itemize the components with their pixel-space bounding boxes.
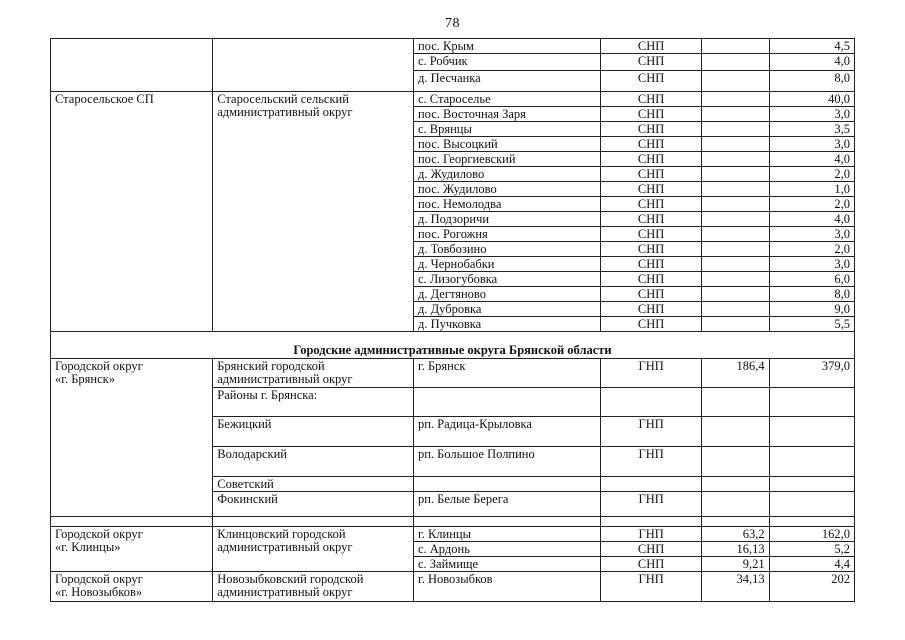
value-1 bbox=[702, 137, 770, 152]
table-cell bbox=[213, 517, 414, 527]
value-1 bbox=[702, 272, 770, 287]
settlement-name: пос. Георгиевский bbox=[413, 152, 600, 167]
settlement-type: ГНП bbox=[601, 572, 702, 602]
cell-text: Городской округ bbox=[55, 527, 143, 541]
section-header-row bbox=[51, 332, 855, 359]
value-1 bbox=[702, 182, 770, 197]
settlement-name bbox=[413, 388, 600, 417]
okrug-cell bbox=[213, 527, 414, 572]
cell-text: Брянский городской bbox=[217, 359, 325, 373]
value-1 bbox=[702, 477, 770, 492]
settlement-name: рп. Белые Берега bbox=[413, 492, 600, 517]
settlement-name: д. Песчанка bbox=[413, 71, 600, 92]
settlement-type: СНП bbox=[601, 212, 702, 227]
value-1 bbox=[702, 242, 770, 257]
table-cell bbox=[769, 517, 854, 527]
table-row bbox=[51, 39, 855, 54]
settlement-type: СНП bbox=[601, 557, 702, 572]
settlement-type: СНП bbox=[601, 71, 702, 92]
cell-text: Старосельский сельский bbox=[217, 92, 349, 106]
settlement-type: СНП bbox=[601, 137, 702, 152]
value-2: 4,0 bbox=[769, 152, 854, 167]
okrug-cell bbox=[213, 572, 414, 602]
settlement-name: с. Староселье bbox=[413, 92, 600, 107]
value-1: 186,4 bbox=[702, 359, 770, 388]
cell-text: «г. Новозыбков» bbox=[55, 585, 143, 599]
okrug-cell bbox=[213, 92, 414, 332]
settlement-type: ГНП bbox=[601, 417, 702, 447]
value-1 bbox=[702, 257, 770, 272]
value-1 bbox=[702, 197, 770, 212]
settlement-name: с. Робчик bbox=[413, 54, 600, 71]
cell-text: административный округ bbox=[217, 585, 353, 599]
district-cell bbox=[51, 572, 213, 602]
value-2: 5,5 bbox=[769, 317, 854, 332]
district-cell: Старосельское СП bbox=[51, 92, 213, 332]
settlement-type: СНП bbox=[601, 54, 702, 71]
value-1 bbox=[702, 167, 770, 182]
settlement-name bbox=[413, 477, 600, 492]
value-1 bbox=[702, 92, 770, 107]
settlement-type: СНП bbox=[601, 317, 702, 332]
settlement-name: д. Подзоричи bbox=[413, 212, 600, 227]
settlement-type: СНП bbox=[601, 257, 702, 272]
settlement-name: пос. Рогожня bbox=[413, 227, 600, 242]
value-2: 4,0 bbox=[769, 212, 854, 227]
value-2: 3,0 bbox=[769, 227, 854, 242]
value-2 bbox=[769, 447, 854, 477]
okrug-cell bbox=[213, 359, 414, 388]
value-1 bbox=[702, 71, 770, 92]
settlement-type: СНП bbox=[601, 152, 702, 167]
rayon-name: Бежицкий bbox=[213, 417, 414, 447]
cell-text: «г. Клинцы» bbox=[55, 540, 121, 554]
value-2: 202 bbox=[769, 572, 854, 602]
district-cell bbox=[51, 39, 213, 92]
settlement-type: СНП bbox=[601, 122, 702, 137]
value-2: 2,0 bbox=[769, 197, 854, 212]
value-2: 5,2 bbox=[769, 542, 854, 557]
value-2 bbox=[769, 492, 854, 517]
settlement-name: д. Жудилово bbox=[413, 167, 600, 182]
settlement-type: СНП bbox=[601, 107, 702, 122]
settlement-name: с. Ардонь bbox=[413, 542, 600, 557]
value-1: 63,2 bbox=[702, 527, 770, 542]
settlement-type: СНП bbox=[601, 92, 702, 107]
value-1 bbox=[702, 152, 770, 167]
settlement-name: г. Клинцы bbox=[413, 527, 600, 542]
value-2: 2,0 bbox=[769, 167, 854, 182]
cell-text: Городской округ bbox=[55, 572, 143, 586]
value-1: 34,13 bbox=[702, 572, 770, 602]
settlement-type: СНП bbox=[601, 542, 702, 557]
spacer-row bbox=[51, 517, 855, 527]
settlements-table-body bbox=[51, 39, 855, 602]
settlement-type: СНП bbox=[601, 272, 702, 287]
district-cell bbox=[51, 527, 213, 572]
settlement-type bbox=[601, 388, 702, 417]
settlement-name: с. Врянцы bbox=[413, 122, 600, 137]
cell-text: административный округ bbox=[217, 372, 353, 386]
table-cell bbox=[51, 517, 213, 527]
value-2: 4,0 bbox=[769, 54, 854, 71]
value-2: 3,0 bbox=[769, 257, 854, 272]
settlement-type: СНП bbox=[601, 227, 702, 242]
cell-text: «г. Брянск» bbox=[55, 372, 115, 386]
settlement-name: г. Брянск bbox=[413, 359, 600, 388]
value-1 bbox=[702, 302, 770, 317]
section-title: Городские административные округа Брянской области bbox=[51, 332, 855, 359]
value-2: 2,0 bbox=[769, 242, 854, 257]
settlement-name: г. Новозыбков bbox=[413, 572, 600, 602]
settlement-type bbox=[601, 477, 702, 492]
rayons-label: Районы г. Брянска: bbox=[213, 388, 414, 417]
settlement-type: СНП bbox=[601, 167, 702, 182]
value-2: 8,0 bbox=[769, 71, 854, 92]
page-number: 78 bbox=[445, 16, 460, 31]
cell-text: Городской округ bbox=[55, 359, 143, 373]
settlement-name: д. Дубровка bbox=[413, 302, 600, 317]
rayon-name: Володарский bbox=[213, 447, 414, 477]
value-1: 16,13 bbox=[702, 542, 770, 557]
settlement-type: ГНП bbox=[601, 527, 702, 542]
settlements-table bbox=[50, 38, 855, 602]
value-2: 3,0 bbox=[769, 107, 854, 122]
settlement-name: пос. Восточная Заря bbox=[413, 107, 600, 122]
settlement-name: рп. Большое Полпино bbox=[413, 447, 600, 477]
settlement-name: с. Лизогубовка bbox=[413, 272, 600, 287]
table-row bbox=[51, 92, 855, 107]
settlement-name: д. Пучковка bbox=[413, 317, 600, 332]
settlement-type: СНП bbox=[601, 302, 702, 317]
value-2 bbox=[769, 477, 854, 492]
settlement-name: пос. Немолодва bbox=[413, 197, 600, 212]
rayon-name: Советский bbox=[213, 477, 414, 492]
value-1 bbox=[702, 227, 770, 242]
table-cell bbox=[702, 517, 770, 527]
value-1 bbox=[702, 39, 770, 54]
district-cell bbox=[51, 359, 213, 517]
table-row bbox=[51, 527, 855, 542]
settlement-type: СНП bbox=[601, 182, 702, 197]
value-1 bbox=[702, 317, 770, 332]
value-2: 6,0 bbox=[769, 272, 854, 287]
value-1 bbox=[702, 447, 770, 477]
settlement-name: пос. Жудилово bbox=[413, 182, 600, 197]
value-2: 379,0 bbox=[769, 359, 854, 388]
cell-text: Клинцовский городской bbox=[217, 527, 346, 541]
value-2: 3,0 bbox=[769, 137, 854, 152]
settlement-type: ГНП bbox=[601, 447, 702, 477]
value-1 bbox=[702, 388, 770, 417]
settlement-name: д. Дегтяново bbox=[413, 287, 600, 302]
settlement-name: д. Чернобабки bbox=[413, 257, 600, 272]
settlement-name: с. Займище bbox=[413, 557, 600, 572]
value-1 bbox=[702, 107, 770, 122]
settlement-name: д. Товбозино bbox=[413, 242, 600, 257]
value-1 bbox=[702, 54, 770, 71]
settlement-type: ГНП bbox=[601, 492, 702, 517]
value-2: 3,5 bbox=[769, 122, 854, 137]
table-row bbox=[51, 359, 855, 388]
cell-text: административный округ bbox=[217, 105, 353, 119]
table-cell bbox=[601, 517, 702, 527]
table-row bbox=[51, 572, 855, 602]
value-1 bbox=[702, 492, 770, 517]
value-1: 9,21 bbox=[702, 557, 770, 572]
cell-text: административный округ bbox=[217, 540, 353, 554]
settlement-name: рп. Радица-Крыловка bbox=[413, 417, 600, 447]
settlement-type: СНП bbox=[601, 39, 702, 54]
value-2: 4,4 bbox=[769, 557, 854, 572]
settlement-name: пос. Высоцкий bbox=[413, 137, 600, 152]
value-2 bbox=[769, 388, 854, 417]
value-2: 162,0 bbox=[769, 527, 854, 542]
settlement-type: СНП bbox=[601, 242, 702, 257]
okrug-cell bbox=[213, 39, 414, 92]
cell-text: Новозыбковский городской bbox=[217, 572, 364, 586]
value-2: 40,0 bbox=[769, 92, 854, 107]
value-1 bbox=[702, 287, 770, 302]
value-2 bbox=[769, 417, 854, 447]
value-2: 9,0 bbox=[769, 302, 854, 317]
settlement-type: СНП bbox=[601, 197, 702, 212]
settlement-name: пос. Крым bbox=[413, 39, 600, 54]
rayon-name: Фокинский bbox=[213, 492, 414, 517]
value-1 bbox=[702, 417, 770, 447]
value-2: 4,5 bbox=[769, 39, 854, 54]
value-1 bbox=[702, 122, 770, 137]
value-2: 1,0 bbox=[769, 182, 854, 197]
value-2: 8,0 bbox=[769, 287, 854, 302]
value-1 bbox=[702, 212, 770, 227]
settlement-type: СНП bbox=[601, 287, 702, 302]
settlement-type: ГНП bbox=[601, 359, 702, 388]
table-cell bbox=[413, 517, 600, 527]
